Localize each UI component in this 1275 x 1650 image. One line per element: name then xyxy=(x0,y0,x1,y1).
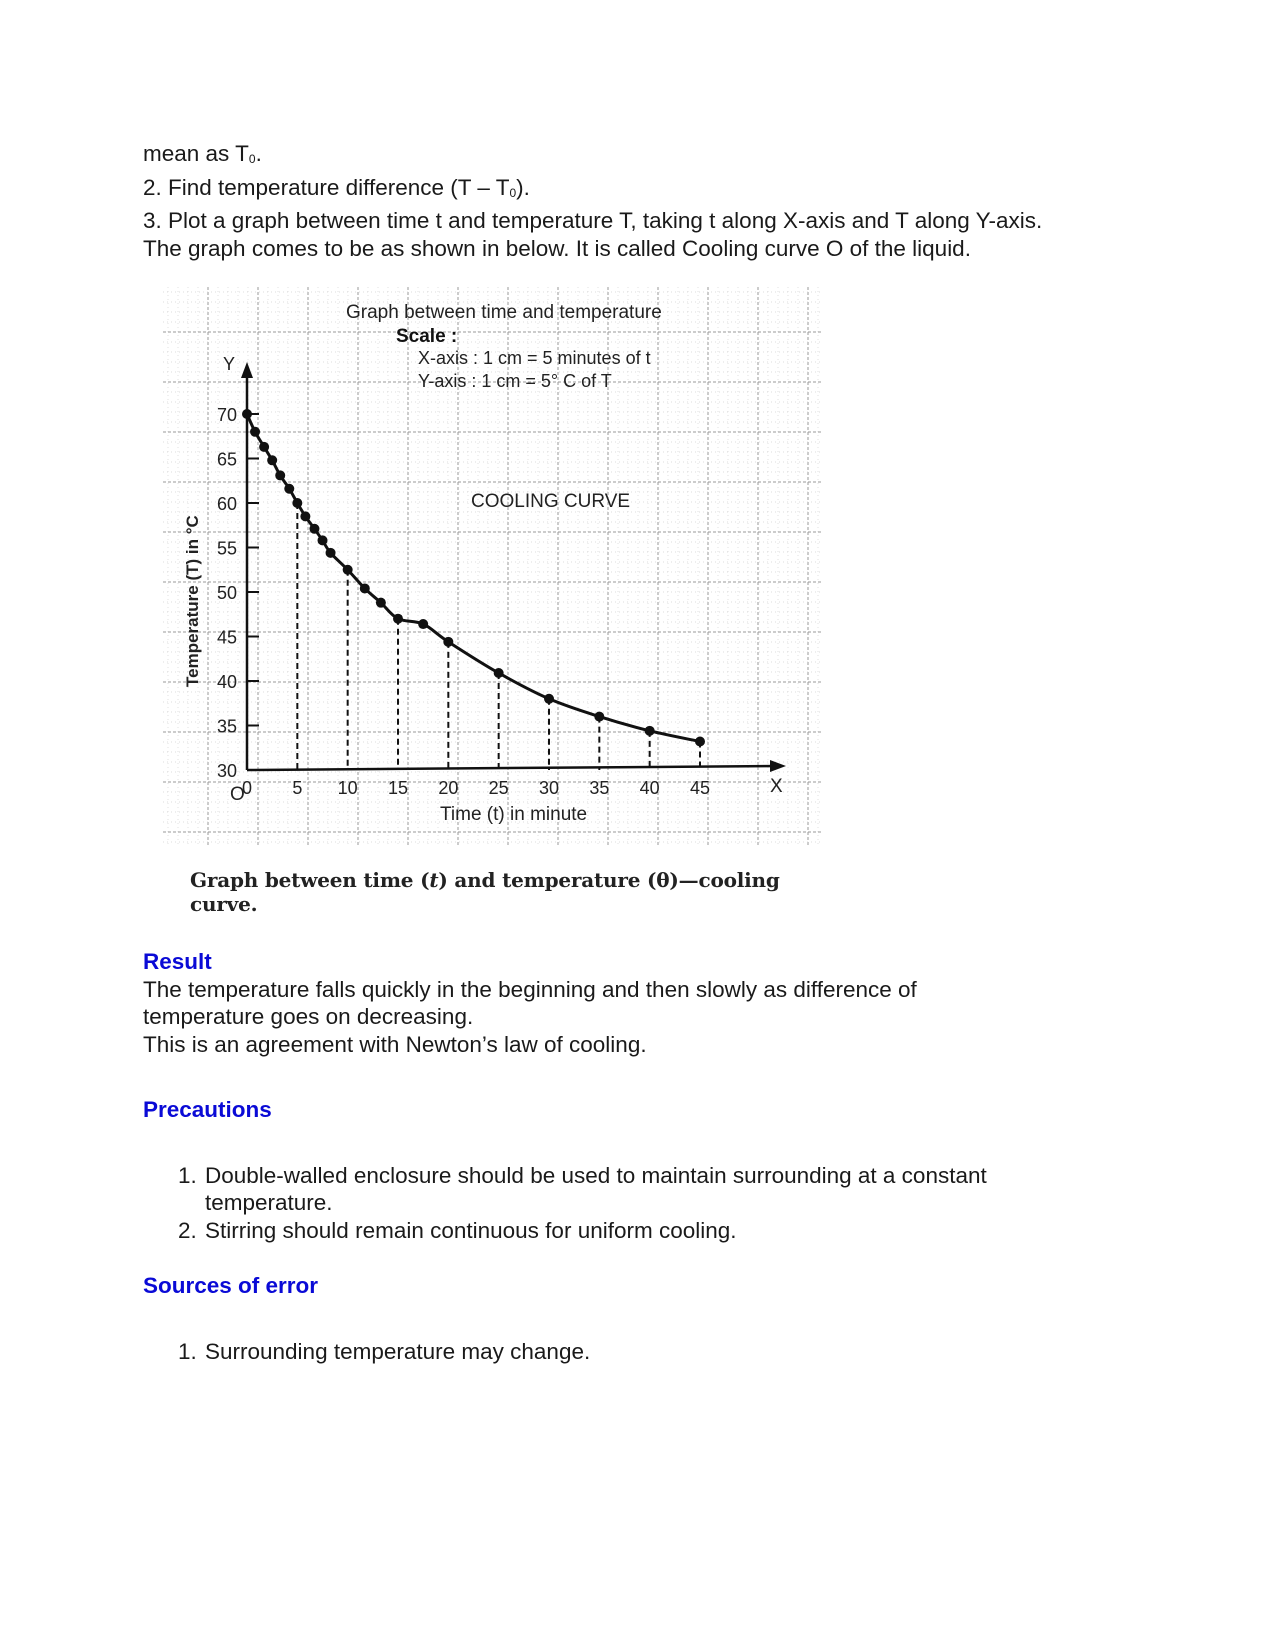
data-point xyxy=(242,409,252,419)
data-point xyxy=(376,598,386,608)
data-point xyxy=(300,511,310,521)
punctuation: . xyxy=(255,141,262,166)
result-line-2: This is an agreement with Newton’s law of cooling. xyxy=(143,1031,647,1057)
y-tick-label: 45 xyxy=(217,627,238,648)
x-tick-label: 40 xyxy=(639,778,660,798)
sources-of-error-heading: Sources of error xyxy=(143,1273,319,1298)
intro-line-1 xyxy=(143,140,1103,174)
intro-line-2-text: 2. Find temperature difference (T – T xyxy=(143,174,510,200)
data-point xyxy=(443,637,453,647)
origin-label: O xyxy=(230,784,245,805)
y-tick-label: 35 xyxy=(217,716,238,737)
punctuation: ). xyxy=(516,174,530,200)
caption-text-end: ) and temperature (θ)—cooling curve. xyxy=(190,868,780,916)
chart-title: Graph between time and temperature xyxy=(346,302,662,323)
intro-line-2 xyxy=(143,174,1103,208)
y-tick-label: 60 xyxy=(217,494,238,514)
scale-x: X-axis : 1 cm = 5 minutes of t xyxy=(418,348,651,368)
scale-label: Scale : xyxy=(396,326,458,347)
cooling-curve-annotation: COOLING CURVE xyxy=(471,491,631,512)
x-tick-label: 20 xyxy=(438,778,459,798)
document-page xyxy=(143,140,1103,262)
curve xyxy=(247,414,700,742)
sources-of-error-list xyxy=(143,1338,1103,1366)
data-point xyxy=(544,694,554,704)
data-point xyxy=(267,455,277,465)
y-tick-label: 70 xyxy=(217,405,238,425)
axes xyxy=(241,362,786,772)
y-tick-label: 55 xyxy=(217,538,238,559)
data-point xyxy=(309,524,319,534)
cooling-curve-chart xyxy=(158,282,838,862)
precautions-heading: Precautions xyxy=(143,1097,272,1122)
data-point xyxy=(284,484,294,494)
tick-labels xyxy=(217,405,710,798)
subscript: 0 xyxy=(248,152,256,166)
y-axis-arrow-icon xyxy=(241,362,253,378)
cooling-curve-line xyxy=(247,414,700,742)
result-heading: Result xyxy=(143,949,212,974)
data-point xyxy=(259,442,269,452)
list-item: 2. Stirring should remain continuous for uniform cooling. xyxy=(203,1217,1033,1245)
data-point xyxy=(250,427,260,437)
data-point xyxy=(318,535,328,545)
cooling-curve-figure xyxy=(158,282,838,916)
caption-variable: t xyxy=(429,868,439,892)
figure-caption xyxy=(190,868,838,916)
intro-line-3: 3. Plot a graph between time t and temperature T, taking t along X-axis and T along Y-axis. The graph comes to be as shown in below. It is called Cooling curve O of the liquid. xyxy=(143,208,1043,261)
list-item: 1. Double-walled enclosure should be used to maintain surrounding at a constant temperature. xyxy=(203,1162,1033,1217)
y-axis-label: Temperature (T) in °C xyxy=(183,515,202,687)
intro-line-1-text: mean as T xyxy=(143,141,249,166)
x-tick-label: 30 xyxy=(539,778,560,798)
y-axis-letter: Y xyxy=(223,354,236,374)
y-tick-label: 50 xyxy=(217,583,238,603)
x-tick-label: 25 xyxy=(488,778,509,798)
data-point xyxy=(326,548,336,558)
scale-y: Y-axis : 1 cm = 5° C of T xyxy=(418,371,612,391)
precautions-section xyxy=(143,1096,1103,1244)
data-point xyxy=(695,737,705,747)
data-point xyxy=(494,668,504,678)
data-point xyxy=(594,712,604,722)
list-item: 1. Surrounding temperature may change. xyxy=(203,1338,1103,1366)
x-tick-label: 35 xyxy=(589,778,610,798)
data-points xyxy=(242,409,705,747)
result-section xyxy=(143,948,1103,1058)
sources-of-error-section xyxy=(143,1272,1103,1365)
result-line-1: The temperature falls quickly in the beginning and then slowly as difference of temperature goes on decreasing. xyxy=(143,976,917,1029)
x-tick-label: 45 xyxy=(690,778,711,798)
x-tick-label: 15 xyxy=(388,778,409,798)
subscript: 0 xyxy=(509,185,517,200)
data-point xyxy=(645,726,655,736)
data-point xyxy=(343,565,353,575)
x-tick-label: 5 xyxy=(292,778,303,798)
data-point xyxy=(418,619,428,629)
x-tick-label: 0 xyxy=(242,778,253,798)
data-point xyxy=(292,498,302,508)
data-point xyxy=(393,614,403,624)
y-tick-label: 40 xyxy=(217,672,238,692)
y-tick-label: 65 xyxy=(217,449,238,470)
chart-text xyxy=(183,302,783,825)
x-axis-label: Time (t) in minute xyxy=(440,804,588,825)
data-point xyxy=(275,470,285,480)
x-tick-label: 10 xyxy=(337,778,358,798)
x-axis-letter: X xyxy=(770,776,783,797)
data-point xyxy=(360,583,370,593)
precautions-list xyxy=(143,1162,1033,1245)
caption-text: Graph between time ( xyxy=(190,868,430,892)
y-tick-label: 30 xyxy=(217,761,238,781)
